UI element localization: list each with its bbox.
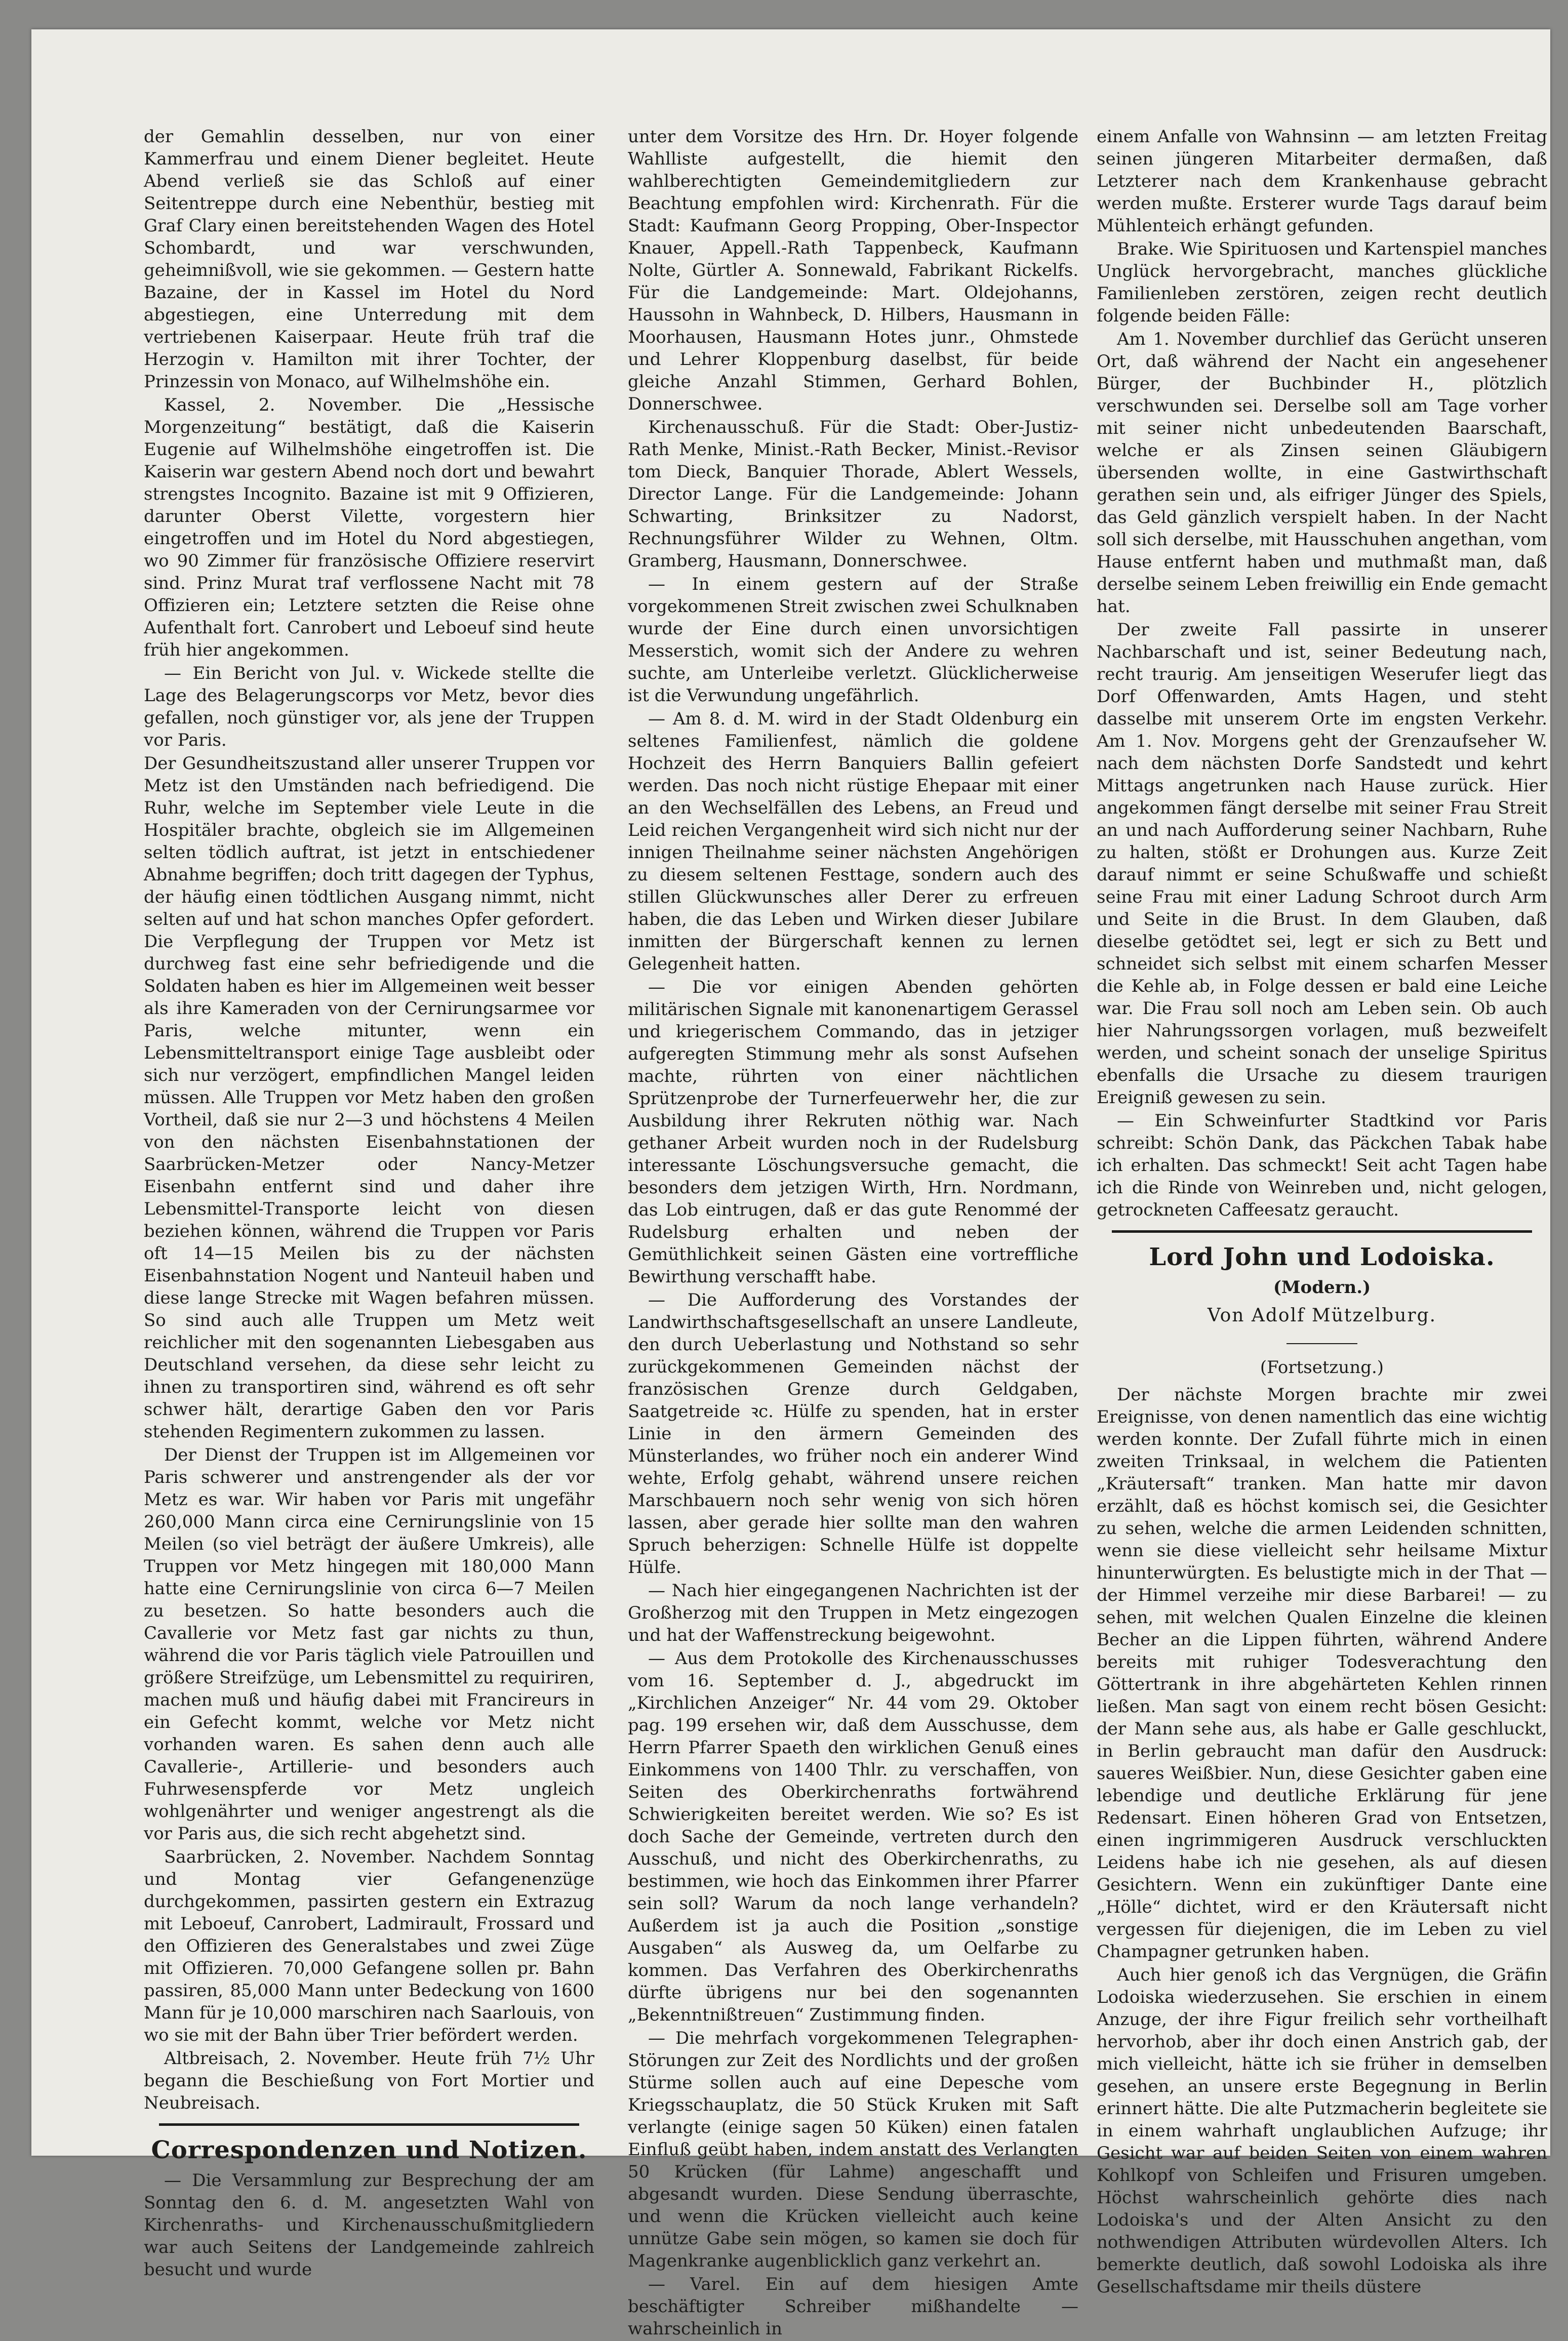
article-paragraph: Der Dienst der Truppen ist im Allgemeinen vor Paris schwerer und anstrengender als der vor Metz es war. Wir haben vor Paris mit ungefähr 260,000 Mann circa eine Cernirungslinie von 15 Meilen (so viel beträgt der äußere Umkreis), alle Truppen vor Metz hingegen mit 180,000 Mann hatte eine Cernirungslinie von circa 6—7 Meilen zu besetzen. So hatte besonders auch die Cavallerie vor Metz fast gar nichts zu thun, während die vor Paris täglich viele Patrouillen und größere Streifzüge, um Lebensmittel zu requiriren, machen muß und häufig dabei mit Francireurs in ein Gefecht kommt, welche vor Metz nicht vorhanden waren. Es sahen denn auch alle Cavallerie-, Artillerie- und besonders auch Fuhrwesenspferde vor Metz ungleich wohlgenährter und weniger angestrengt als die vor Paris aus, die sich recht abgehetzt sind. xyxy=(144,1445,594,1844)
article-paragraph: — Die vor einigen Abenden gehörten militärischen Signale mit kanonenartigem Gerassel und kriegerischem Commando, das in jetziger aufgeregten Stimmung mehr als sonst Aufsehen machte, rührten von einer nächtlichen Sprützenprobe der Turnerfeuerwehr her, die zur Ausbildung ihrer Rekruten nöthig war. Nach gethaner Arbeit wurden noch in der Rudelsburg interessante Löschungsversuche gemacht, die besonders dem jetzigen Wirth, Hrn. Nordmann, das Lob eintrugen, daß er das gute Renommé der Rudelsburg erhalten und neben der Gemüthlichkeit seinen Gästen eine vortreffliche Bewirthung verschafft habe. xyxy=(628,977,1078,1287)
article-paragraph: einem Anfalle von Wahnsinn — am letzten Freitag seinen jüngeren Mitarbeiter dermaßen, daß Letzterer nach dem Krankenhause gebracht werden mußte. Ersterer wurde Tags darauf beim Mühlenteich erhängt gefunden. xyxy=(1097,127,1547,236)
article-paragraph: — Die Aufforderung des Vorstandes der Landwirthschaftsgesellschaft an unsere Landleute, den durch Ueberlastung und Nothstand so sehr zurückgekommenen Gemeinden nächst der französischen Grenze durch Geldgaben, Saatgetreide ꝛc. Hülfe zu spenden, hat in erster Linie in den ärmern Gemeinden des Münsterlandes, wo früher noch ein anderer Wind wehte, Erfolg gehabt, während unsere reichen Marschbauern noch sehr wenig von sich hören lassen, aber gerade hier sollte man den wahren Spruch beherzigen: Schnelle Hülfe ist doppelte Hülfe. xyxy=(628,1290,1078,1578)
story-byline: Von Adolf Mützelburg. xyxy=(1207,1305,1437,1326)
continuation-note: (Fortsetzung.) xyxy=(1260,1357,1384,1378)
section-heading: Correspondenzen und Notizen. xyxy=(151,2136,587,2164)
article-paragraph: unter dem Vorsitze des Hrn. Dr. Hoyer folgende Wahlliste aufgestellt, die hiemit den wahlberechtigten Gemeindemitgliedern zur Beachtung empfohlen wird: Kirchenrath. Für die Stadt: Kaufmann Georg Propping, Ober-Inspector Knauer, Appell.-Rath Tappenbeck, Kaufmann Nolte, Gürtler A. Sonnewald, Fabrikant Rickelfs. Für die Landgemeinde: Mart. Oldejohanns, Haussohn in Wahnbeck, D. Hilbers, Hausmann in Moorhausen, Hausmann Hotes junr., Ohmstede und Lehrer Kloppenburg daselbst, für beide gleiche Anzahl Stimmen, Gerhard Bohlen, Donnerschwee. xyxy=(628,127,1078,414)
article-paragraph: — In einem gestern auf der Straße vorgekommenen Streit zwischen zwei Schulknaben wurde der Eine durch einen unvorsichtigen Messerstich, womit sich der Andere zu wehren suchte, am Unterleibe verletzt. Glücklicherweise ist die Verwundung ungefährlich. xyxy=(628,574,1078,706)
column-3 xyxy=(1097,126,1547,2299)
article-paragraph: Kirchenausschuß. Für die Stadt: Ober-Justiz-Rath Menke, Minist.-Rath Becker, Minist.-Revisor tom Dieck, Banquier Thorade, Ablert Wessels, Director Lange. Für die Landgemeinde: Johann Schwarting, Brinksitzer zu Nadorst, Rechnungsführer Wilder zu Wehnen, Oltm. Gramberg, Hausmann, Donnerschwee. xyxy=(628,417,1078,571)
article-paragraph: Am 1. November durchlief das Gerücht unseren Ort, daß während der Nacht ein angesehener Bürger, der Buchbinder H., plötzlich verschwunden sei. Derselbe soll am Tage vorher mit seiner nicht unbedeutenden Baarschaft, welche er als Zinsen seinen Gläubigern übersenden wollte, in eine Gastwirthschaft gerathen sein und, als eifriger Jünger des Spiels, das Geld gänzlich verspielt haben. In der Nacht soll sich derselbe, mit Hausschuhen angethan, vom Hause entfernt haben und muthmaßt man, daß derselbe seinem Leben freiwillig ein Ende gemacht hat. xyxy=(1097,329,1547,617)
byline-rule xyxy=(1286,1343,1357,1344)
story-title: Lord John und Lodoiska. xyxy=(1149,1243,1495,1271)
article-paragraph: der Gemahlin desselben, nur von einer Kammerfrau und einem Diener begleitet. Heute Abend verließ sie das Schloß auf einer Seitentreppe durch eine Nebenthür, bestieg mit Graf Clary einen bereitstehenden Wagen des Hotel Schombardt, und war verschwunden, geheimnißvoll, wie sie gekommen. — Gestern hatte Bazaine, der in Kassel im Hotel du Nord abgestiegen, eine Unterredung mit dem vertriebenen Kaiserpaar. Heute früh traf die Herzogin v. Hamilton mit ihrer Tochter, der Prinzessin von Monaco, auf Wilhelmshöhe ein. xyxy=(144,127,594,392)
article-paragraph: — Nach hier eingegangenen Nachrichten ist der Großherzog mit den Truppen in Metz eingezogen und hat der Waffenstreckung beigewohnt. xyxy=(628,1581,1078,1645)
section-divider xyxy=(1112,1230,1532,1233)
story-subtitle: (Modern.) xyxy=(1273,1277,1371,1298)
article-paragraph: — Ein Schweinfurter Stadtkind vor Paris schreibt: Schön Dank, das Päckchen Tabak habe ich erhalten. Das schmeckt! Seit acht Tagen habe ich die Rinde von Weinreben und, nicht gelogen, getrockneten Caffeesatz geraucht. xyxy=(1097,1111,1547,1220)
article-paragraph: Saarbrücken, 2. November. Nachdem Sonntag und Montag vier Gefangenenzüge durchgekommen, passirten gestern ein Extrazug mit Leboeuf, Canrobert, Ladmirault, Frossard und den Offizieren des Generalstabes und zwei Züge mit Offizieren. 70,000 Gefangene sollen pr. Bahn passiren, 85,000 Mann unter Bedeckung von 1600 Mann für je 10,000 marschiren nach Saarlouis, von wo sie mit der Bahn über Trier befördert werden. xyxy=(144,1847,594,2045)
article-paragraph: — Aus dem Protokolle des Kirchenausschusses vom 16. September d. J., abgedruckt im „Kirchlichen Anzeiger“ Nr. 44 vom 29. Oktober pag. 199 ersehen wir, daß dem Ausschusse, dem Herrn Pfarrer Spaeth den wirklichen Genuß eines Einkommens von 1400 Thlr. zu verschaffen, von Seiten des Oberkirchenraths fortwährend Schwierigkeiten bereitet werden. Wie so? Es ist doch Sache der Gemeinde, vertreten durch den Ausschuß, und nicht des Oberkirchenraths, zu bestimmen, wie hoch das Einkommen ihrer Pfarrer sein soll? Warum da noch lange verhandeln? Außerdem ist ja auch die Position „sonstige Ausgaben“ als Ausweg da, um Oelfarbe zu kommen. Das Verfahren des Oberkirchenraths dürfte übrigens nur bei den sogenannten „Bekenntnißtreuen“ Zustimmung finden. xyxy=(628,1648,1078,2025)
story-paragraph: Auch hier genoß ich das Vergnügen, die Gräfin Lodoiska wiederzusehen. Sie erschien in einem Anzuge, der ihre Figur freilich sehr vortheilhaft hervorhob, aber ihr doch einen Anstrich gab, der mich vielleicht, hätte ich sie früher in demselben gesehen, an unsere erste Begegnung in Berlin erinnert hätte. Die alte Putzmacherin begleitete sie in einem wahrhaft unglaublichen Aufzuge; ihr Gesicht war auf beiden Seiten von einem wahren Kohlkopf von Schleifen und Frisuren umgeben. Höchst wahrscheinlich gehörte dies nach Lodoiska's und der Alten Ansicht zu den nothwendigen Attributen würdevollen Alters. Ich bemerkte deutlich, daß sowohl Lodoiska als ihre Gesellschaftsdame mir theils düstere xyxy=(1097,1965,1548,2297)
article-paragraph: Der Gesundheitszustand aller unserer Truppen vor Metz ist den Umständen nach befriedigend. Die Ruhr, welche im September viele Leute in die Hospitäler brachte, obgleich sie im Allgemeinen selten tödlich auftrat, ist jetzt in entschiedener Abnahme begriffen; doch tritt dagegen der Typhus, der häufig einen tödtlichen Ausgang nimmt, nicht selten auf und hat schon manches Opfer gefordert. Die Verpflegung der Truppen vor Metz ist durchweg fast eine sehr befriedigende und die Soldaten haben es hier im Allgemeinen weit besser als ihre Kameraden von der Cernirungsarmee vor Paris, welche mitunter, wenn ein Lebensmitteltransport einige Tage ausbleibt oder sich nur verzögert, empfindlichen Mangel leiden müssen. Alle Truppen vor Metz haben den großen Vortheil, daß sie nur 2—3 und höchstens 4 Meilen von den nächsten Eisenbahnstationen der Saarbrücken-Metzer oder Nancy-Metzer Eisenbahn entfernt sind und daher ihre Lebensmittel-Transporte leicht von diesen beziehen können, während die Truppen vor Paris oft 14—15 Meilen bis zu der nächsten Eisenbahnstation Nogent und Nanteuil haben und diese lange Strecke mit Wagen befahren müssen. So sind auch alle Truppen um Metz weit reichlicher mit den sogenannten Liebesgaben aus Deutschland versehen, da diese sehr leicht zu ihnen zu transportiren sind, während es oft sehr schwer hält, derartige Gaben den vor Paris stehenden Regimentern zukommen zu lassen. xyxy=(144,753,594,1442)
column-2 xyxy=(628,126,1078,2341)
article-paragraph: — Varel. Ein auf dem hiesigen Amte beschäftigter Schreiber mißhandelte — wahrscheinlich in xyxy=(628,2274,1078,2339)
story-paragraph: Der nächste Morgen brachte mir zwei Ereignisse, von denen namentlich das eine wichtig werden konnte. Der Zufall führte mich in einen zweiten Trinksaal, in welchem die Patienten „Kräutersaft“ tranken. Man hatte mir davon erzählt, daß es höchst komisch sei, die Gesichter zu sehen, welche die armen Leidenden schnitten, wenn sie diese vielleicht sehr heilsame Mixtur hinunterwürgten. Es belustigte mich in der That — der Himmel verzeihe mir diese Barbarei! — zu sehen, mit welchen Qualen Einzelne die kleinen Becher an die Lippen führten, während Andere bereits mit ruhiger Todesverachtung den Göttertrank in ihre abgehärteten Kehlen rinnen ließen. Man sagt von einem recht bösen Gesicht: der Mann sehe aus, als habe er Galle geschluckt, in Berlin gebraucht man dafür den Ausdruck: saueres Weißbier. Nun, diese Gesichter gaben eine lebendige und deutliche Erklärung für jene Redensart. Einen höheren Grad von Entsetzen, einen ingrimmigeren Ausdruck verschluckten Leidens habe ich nie gesehen, als auf diesen Gesichtern. Wenn ein zukünftiger Dante eine „Hölle“ dichtet, wird er den Kräutersaft nicht vergessen für diejenigen, die im Leben zu viel Champagner getrunken haben. xyxy=(1097,1385,1547,1962)
section-divider xyxy=(159,2123,579,2126)
article-paragraph: Kassel, 2. November. Die „Hessische Morgenzeitung“ bestätigt, daß die Kaiserin Eugenie auf Wilhelmshöhe eingetroffen ist. Die Kaiserin war gestern Abend noch dort und bewahrt strengstes Incognito. Bazaine ist mit 9 Offizieren, darunter Oberst Vilette, vorgestern hier eingetroffen und im Hotel du Nord abgestiegen, wo 90 Zimmer für französische Offiziere reservirt sind. Prinz Murat traf verflossene Nacht mit 78 Offizieren ein; Letztere setzten die Reise ohne Aufenthalt fort. Canrobert und Leboeuf sind heute früh hier angekommen. xyxy=(144,395,594,660)
article-paragraph: — Am 8. d. M. wird in der Stadt Oldenburg ein seltenes Familienfest, nämlich die goldene Hochzeit des Herrn Banquiers Ballin gefeiert werden. Das noch nicht rüstige Ehepaar mit einer an den Wechselfällen des Lebens, an Freud und Leid reichen Vergangenheit wird sich nicht nur der innigen Theilnahme seiner nächsten Angehörigen zu diesem seltenen Festtage, sondern auch des stillen Glückwunsches aller Derer zu erfreuen haben, die das Leben und Wirken dieser Jubilare inmitten der Bürgerschaft kennen zu lernen Gelegenheit hatten. xyxy=(628,709,1078,974)
article-paragraph: Altbreisach, 2. November. Heute früh 7½ Uhr begann die Beschießung von Fort Mortier und Neubreisach. xyxy=(144,2048,594,2113)
article-paragraph: — Die mehrfach vorgekommenen Telegraphen-Störungen zur Zeit des Nordlichts und der großen Stürme sollen auch auf eine Depesche vom Kriegsschauplatz, die 50 Stück Kruken mit Saft verlangte (einige sagen 50 Küken) einen fatalen Einfluß geübt haben, indem anstatt des Verlangten 50 Krücken (für Lahme) angeschafft und abgesandt wurden. Diese Sendung überraschte, und wenn die Krücken vielleicht auch keine unnütze Gabe sein mögen, so kamen sie doch für Magenkranke augenblicklich ganz verkehrt an. xyxy=(628,2028,1078,2271)
newspaper-page xyxy=(31,29,1550,2339)
article-paragraph: — Die Versammlung zur Besprechung der am Sonntag den 6. d. M. angesetzten Wahl von Kirchenraths- und Kirchenausschußmitgliedern war auch Seitens der Landgemeinde zahlreich besucht und wurde xyxy=(144,2170,594,2280)
article-paragraph: Der zweite Fall passirte in unserer Nachbarschaft und ist, seiner Bedeutung nach, recht traurig. Am jenseitigen Weserufer liegt das Dorf Offenwarden, Amts Hagen, und steht dasselbe mit unserem Orte im engsten Verkehr. Am 1. Nov. Morgens geht der Grenzaufseher W. nach dem nächsten Dorfe Sandstedt und kehrt Mittags angetrunken nach Hause zurück. Hier angekommen fängt derselbe mit seiner Frau Streit an und nach Aufforderung seiner Nachbarn, Ruhe zu halten, stößt er Drohungen aus. Kurze Zeit darauf nimmt er seine Schußwaffe und schießt seine Frau mit einer Ladung Schroot durch Arm und Seite in die Brust. In dem Glauben, daß dieselbe getödtet sei, legt er sich zu Bett und schneidet sich selbst mit einem scharfen Messer die Kehle ab, in Folge dessen er bald eine Leiche war. Die Frau soll noch am Leben sein. Ob auch hier Nahrungssorgen vorlagen, muß bezweifelt werden, und scheint sonach der unselige Spiritus ebenfalls die Ursache zu diesem traurigen Ereigniß gewesen zu sein. xyxy=(1097,620,1547,1108)
article-paragraph: Brake. Wie Spirituosen und Kartenspiel manches Unglück hervorgebracht, manches glückliche Familienleben zerstören, zeigen recht deutlich folgende beiden Fälle: xyxy=(1097,239,1547,326)
column-1 xyxy=(144,126,594,2282)
article-paragraph: — Ein Bericht von Jul. v. Wickede stellte die Lage des Belagerungscorps vor Metz, bevor dies gefallen, noch günstiger vor, als jene der Truppen vor Paris. xyxy=(144,663,594,750)
